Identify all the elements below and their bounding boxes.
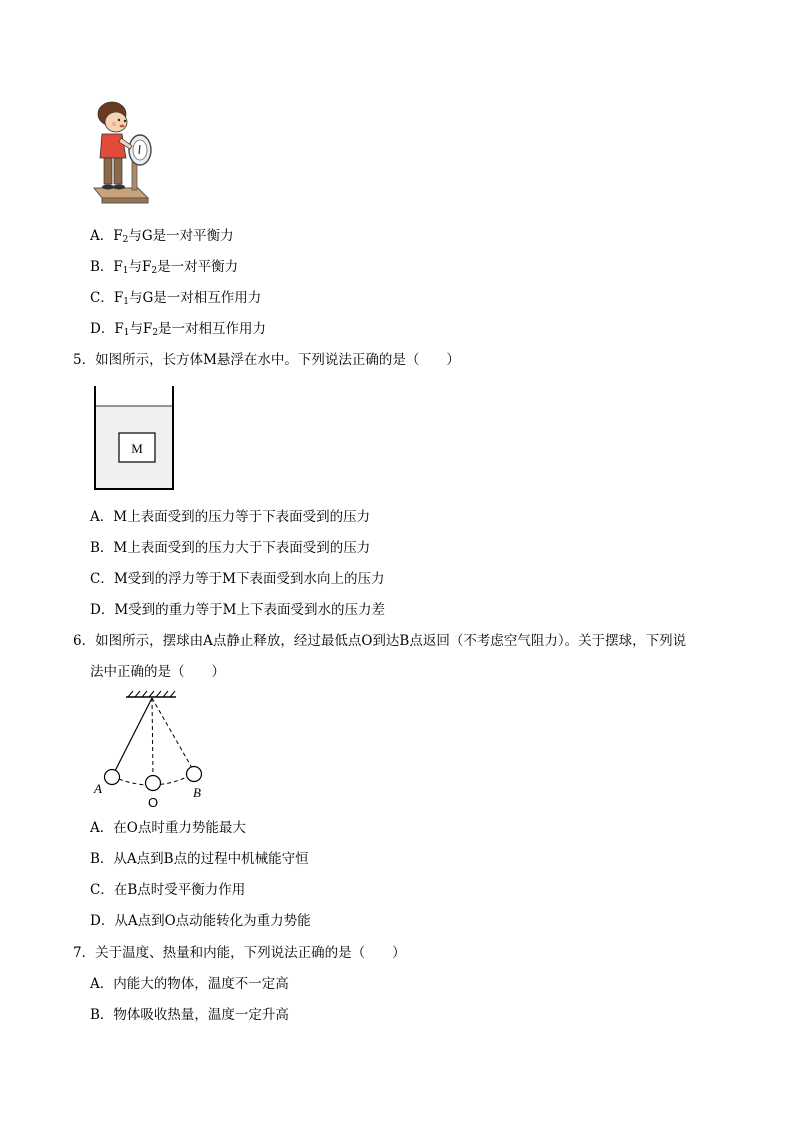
q6-option-c: C．在B点时受平衡力作用	[90, 882, 246, 898]
q4-option-b: B．$F_1$与$F_2$是一对平衡力	[90, 259, 239, 276]
pendulum-figure	[86, 688, 216, 812]
q6-option-d: D．从A点到O点动能转化为重力势能	[90, 913, 311, 929]
q5-option-b: B．M上表面受到的压力大于下表面受到的压力	[90, 540, 371, 556]
q5-option-d: D．M受到的重力等于M上下表面受到水的压力差	[90, 602, 385, 618]
block-m-label: M	[131, 441, 143, 456]
point-o-label: O	[148, 795, 159, 810]
q4-option-d: D．$F_1$与$F_2$是一对相互作用力	[90, 321, 267, 338]
q6-option-a: A．在O点时重力势能最大	[90, 820, 246, 836]
q7-option-a: A．内能大的物体，温度不一定高	[90, 976, 289, 992]
q5-option-a: A．M上表面受到的压力等于下表面受到的压力	[90, 509, 371, 525]
q7-stem: 7．关于温度、热量和内能，下列说法正确的是（ ）	[73, 945, 406, 961]
q7-option-b: B．物体吸收热量，温度一定升高	[90, 1007, 289, 1023]
q4-option-c: C．$F_1$与G是一对相互作用力	[90, 290, 262, 307]
q5-stem: 5．如图所示，长方体M悬浮在水中。下列说法正确的是（ ）	[73, 352, 460, 368]
q6-stem-line2: 法中正确的是（ ）	[90, 664, 225, 680]
q4-option-a: A．$F_2$与G是一对平衡力	[90, 228, 234, 245]
water-container-figure	[90, 386, 180, 494]
q6-option-b: B．从A点到B点的过程中机械能守恒	[90, 851, 309, 867]
q6-stem-line1: 6．如图所示，摆球由A点静止释放，经过最低点O到达B点返回（不考虑空气阻力）。关于摆球，下列说	[73, 633, 687, 649]
child-on-scale-figure	[88, 100, 160, 212]
point-b-label: B	[193, 785, 201, 800]
point-a-label: A	[94, 781, 102, 796]
q5-option-c: C．M受到的浮力等于M下表面受到水向上的压力	[90, 571, 385, 587]
